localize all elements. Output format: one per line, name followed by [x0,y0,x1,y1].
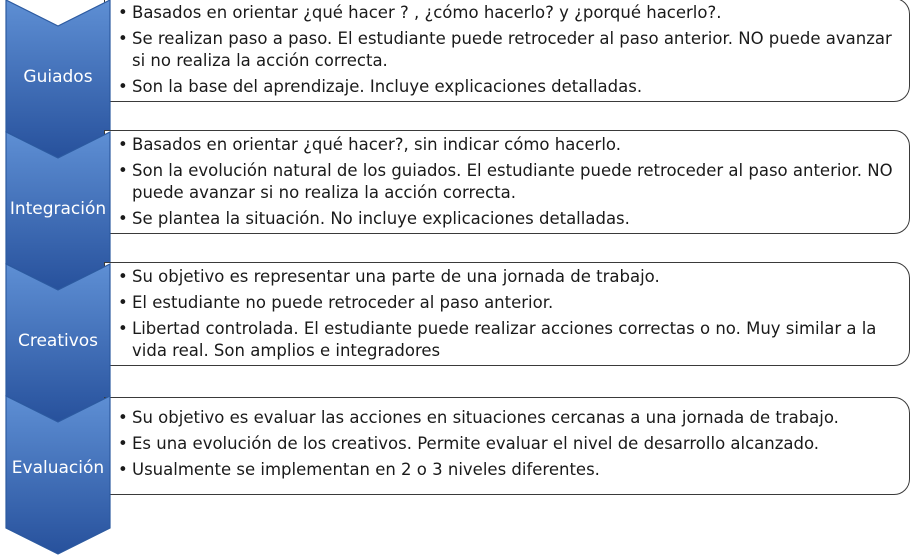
bullet-item: • Se realizan paso a paso. El estudiante puede retroceder al paso anterior. NO puede avanzar si no realiza la acción correcta. [117,28,899,72]
bullet-item: • El estudiante no puede retroceder al paso anterior. [117,292,899,314]
bullet-item: • Basados en orientar ¿qué hacer?, sin indicar cómo hacerlo. [117,134,899,156]
bullet-list [117,134,899,230]
bullet-item: • Libertad controlada. El estudiante puede realizar acciones correctas o no. Muy similar a la vida real. Son amplios e integradores [117,318,899,362]
bullet-list [117,266,899,362]
chevron-shape [6,396,110,554]
description-box [104,130,910,234]
description-box [104,397,910,495]
bullet-item: • Son la base del aprendizaje. Incluye explicaciones detalladas. [117,76,899,98]
bullet-item: • Usualmente se implementan en 2 o 3 niveles diferentes. [117,459,899,481]
bullet-item: • Su objetivo es representar una parte de una jornada de trabajo. [117,266,899,288]
bullet-item: • Es una evolución de los creativos. Permite evaluar el nivel de desarrollo alcanzado. [117,433,899,455]
step-label: Guiados [23,67,93,87]
bullet-item: • Su objetivo es evaluar las acciones en situaciones cercanas a una jornada de trabajo. [117,407,899,429]
description-box [104,0,910,102]
bullet-item: • Son la evolución natural de los guiados. El estudiante puede retroceder al paso anterior. NO puede avanzar si no realiza la acción correcta. [117,160,899,204]
bullet-list [117,2,899,98]
step-label: Integración [9,199,107,219]
description-box [104,262,910,366]
bullet-item: • Se plantea la situación. No incluye explicaciones detalladas. [117,208,899,230]
step-label: Creativos [17,331,99,351]
bullet-list [117,407,899,481]
bullet-item: • Basados en orientar ¿qué hacer ? , ¿cómo hacerlo? y ¿porqué hacerlo?. [117,2,899,24]
step-label: Evaluación [11,458,105,478]
